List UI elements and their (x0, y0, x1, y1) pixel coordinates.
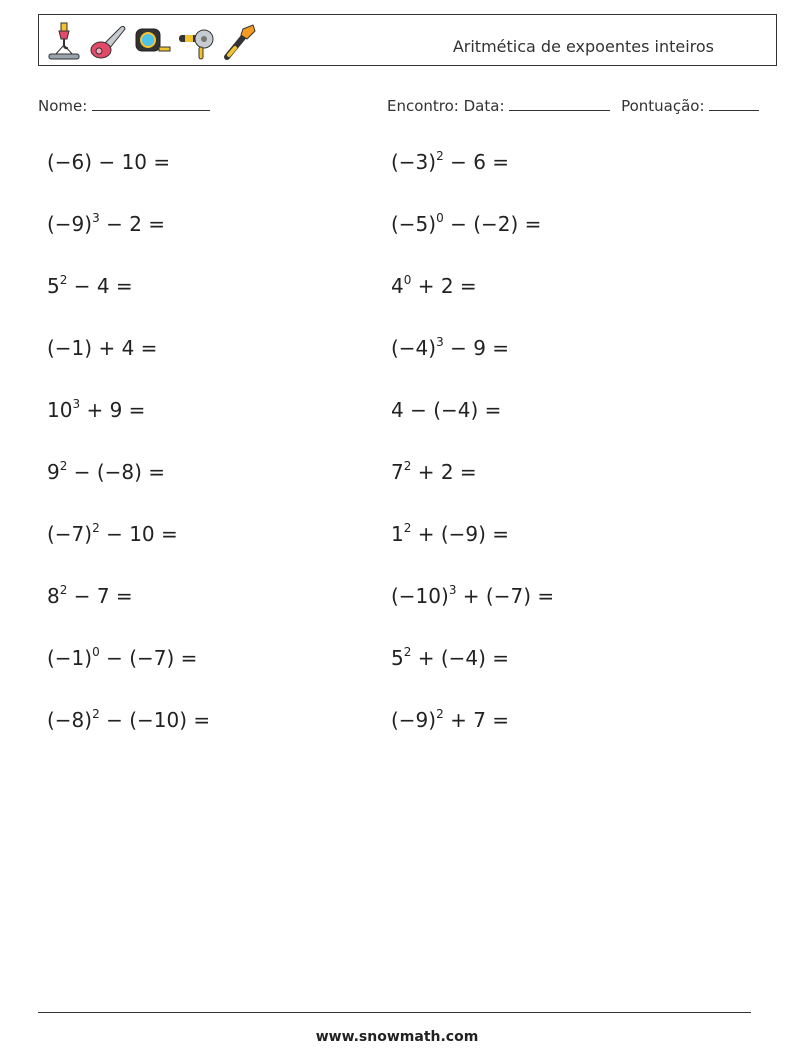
problem-exponent: 3 (92, 211, 100, 225)
problem-left-4 (47, 336, 157, 360)
problem-exponent: 0 (403, 273, 412, 287)
name-label: Nome: (38, 97, 88, 115)
chainsaw-icon (89, 21, 127, 61)
problem-right-9 (391, 646, 509, 670)
header-box (38, 14, 777, 66)
problem-right-3 (391, 274, 477, 298)
problem-rest: − (−8) = (67, 460, 166, 484)
date-blank[interactable] (509, 95, 610, 111)
problem-base: 8 (47, 584, 60, 608)
problem-rest: − 10 = (99, 522, 178, 546)
footer-url: www.snowmath.com (315, 1029, 479, 1045)
problem-base: (−5) (391, 212, 437, 236)
problem-base: (−9) (47, 212, 93, 236)
problem-rest: + 9 = (80, 398, 146, 422)
name-field (38, 95, 210, 115)
problem-rest: − 2 = (99, 212, 166, 236)
problem-right-4 (391, 336, 509, 360)
problem-base: (−10) (391, 584, 449, 608)
problem-left-10 (47, 708, 210, 732)
problem-exponent: 2 (403, 459, 412, 473)
problem-left-5 (47, 398, 145, 422)
problem-base: 5 (391, 646, 404, 670)
angle-grinder-icon (177, 21, 215, 61)
problem-rest: − 6 = (443, 150, 510, 174)
problem-exponent: 2 (92, 521, 100, 535)
score-blank[interactable] (709, 95, 759, 111)
tool-icons (45, 21, 259, 61)
problem-exponent: 0 (92, 645, 100, 659)
problem-left-3 (47, 274, 133, 298)
problem-base: 7 (391, 460, 404, 484)
problem-exponent: 3 (448, 583, 457, 597)
problem-rest: − 10 = (92, 150, 171, 174)
problem-right-5 (391, 398, 501, 422)
problem-base: 9 (47, 460, 60, 484)
problem-exponent: 3 (436, 335, 444, 349)
problem-base: 5 (47, 274, 60, 298)
problem-right-10 (391, 708, 509, 732)
encounter-date-label: Encontro: Data: (387, 97, 505, 115)
problem-left-7 (47, 522, 178, 546)
problem-right-6 (391, 460, 477, 484)
problem-base: (−3) (391, 150, 437, 174)
problem-rest: + 4 = (92, 336, 158, 360)
problem-left-9 (47, 646, 197, 670)
problem-left-2 (47, 212, 165, 236)
problem-base: 4 (391, 274, 404, 298)
pipe-wrench-icon (221, 21, 259, 61)
problem-rest: − 7 = (67, 584, 133, 608)
problem-base: (−6) (47, 150, 93, 174)
crane-hook-icon (45, 21, 83, 61)
worksheet-title: Aritmética de expoentes inteiros (452, 37, 714, 56)
problem-right-2 (391, 212, 541, 236)
problem-base: (−7) (47, 522, 93, 546)
problem-base: 10 (47, 398, 73, 422)
problem-rest: + (−7) = (456, 584, 555, 608)
problem-base: 4 − (−4) = (391, 398, 502, 422)
problem-rest: − 9 = (443, 336, 510, 360)
problem-rest: + 2 = (411, 460, 477, 484)
problem-exponent: 2 (59, 273, 68, 287)
problem-left-6 (47, 460, 165, 484)
problem-rest: − 4 = (67, 274, 133, 298)
problem-exponent: 2 (436, 707, 444, 721)
problem-right-7 (391, 522, 509, 546)
problem-exponent: 2 (59, 583, 68, 597)
tape-measure-icon (133, 21, 171, 61)
problem-base: (−4) (391, 336, 437, 360)
problem-rest: + (−4) = (411, 646, 510, 670)
problem-base: 1 (391, 522, 404, 546)
problem-exponent: 0 (436, 211, 444, 225)
name-blank[interactable] (92, 95, 210, 111)
problem-exponent: 2 (92, 707, 100, 721)
problem-base: (−1) (47, 646, 93, 670)
problem-exponent: 2 (59, 459, 68, 473)
problem-left-1 (47, 150, 170, 174)
problem-rest: − (−2) = (443, 212, 542, 236)
problem-rest: + (−9) = (411, 522, 510, 546)
date-score-field (387, 95, 759, 115)
problem-base: (−9) (391, 708, 437, 732)
problem-exponent: 3 (72, 397, 81, 411)
problem-exponent: 2 (403, 645, 412, 659)
problem-right-1 (391, 150, 509, 174)
problem-rest: − (−10) = (99, 708, 211, 732)
problem-exponent: 2 (436, 149, 444, 163)
footer-divider (38, 1012, 751, 1013)
problem-base: (−1) (47, 336, 93, 360)
problem-rest: + 2 = (411, 274, 477, 298)
score-label: Pontuação: (621, 97, 705, 115)
problem-right-8 (391, 584, 554, 608)
problem-base: (−8) (47, 708, 93, 732)
problem-rest: − (−7) = (99, 646, 198, 670)
problem-rest: + 7 = (443, 708, 510, 732)
problem-left-8 (47, 584, 133, 608)
problem-exponent: 2 (403, 521, 412, 535)
